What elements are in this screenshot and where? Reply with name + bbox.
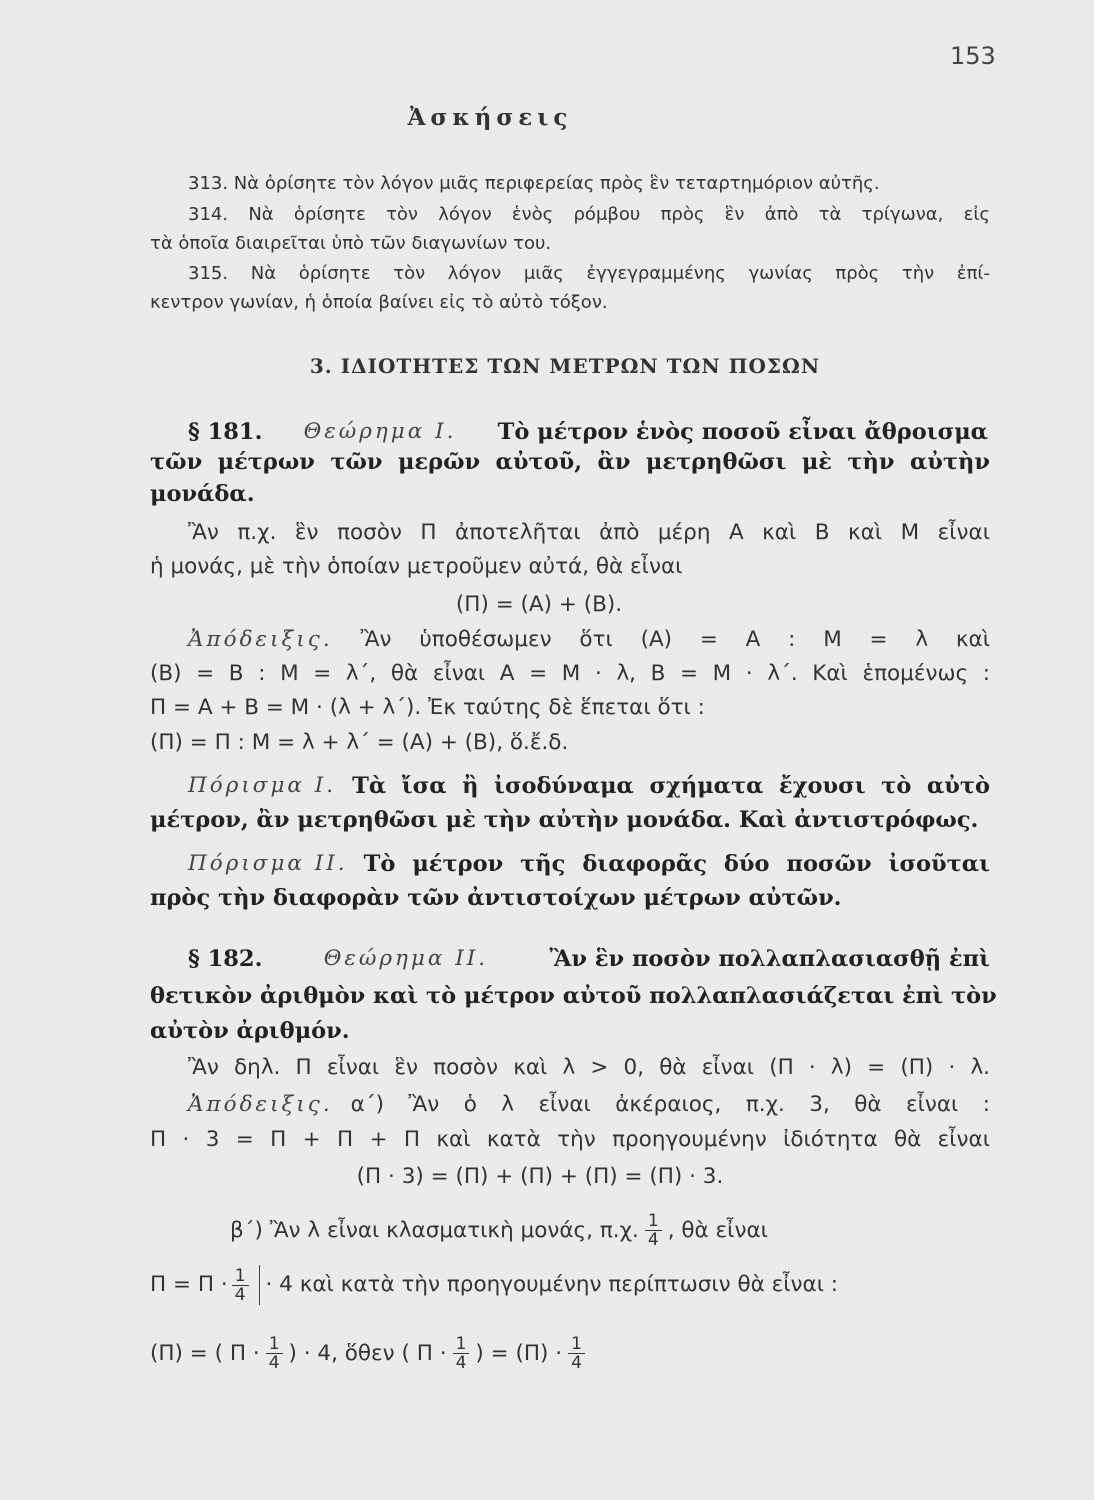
fraction-denominator: 4 (455, 1353, 467, 1373)
theorem-label-181: Θεώρημα I. (303, 419, 457, 444)
proof-181-line1 (188, 626, 990, 654)
fraction-one-quarter (568, 1335, 585, 1372)
theorem-182-statement-start: Ἂν ἓν ποσὸν πολλαπλασιασθῇ ἐπὶ (549, 946, 990, 972)
fraction-denominator: 4 (571, 1353, 582, 1373)
pi-divider (259, 1265, 260, 1305)
corollary-2-line1 (188, 850, 990, 878)
fraction-denominator: 4 (647, 1230, 659, 1250)
beta-text: β΄) Ἂν λ εἶναι κλασματικὴ μονάς, π.χ. (230, 1217, 639, 1243)
exercise-314-line2: τὰ ὁποῖα διαιρεῖται ὑπὸ τῶν διαγωνίων του. (150, 233, 552, 254)
proof-181-line3: Π = Α + Β = Μ · (λ + λ΄). Ἐκ ταύτης δὲ ἕπεται ὅτι : (150, 695, 705, 720)
fraction-numerator: 1 (453, 1335, 470, 1354)
final-text-a: (Π) = ( Π · (150, 1340, 260, 1366)
proof-182-line1 (188, 1091, 990, 1119)
exercise-315-line1: 315. Νὰ ὁρίσητε τὸν λόγον μιᾶς ἐγγεγραμμένης γωνίας πρὸς τὴν ἐπί- (188, 263, 990, 284)
fraction-denominator: 4 (234, 1284, 246, 1305)
section-mark-182: § 182. (188, 946, 263, 972)
proof-181-text1: Ἂν ὑποθέσωμεν ὅτι (Α) = Α : Μ = λ καὶ (360, 627, 990, 652)
proof-182-final-line (150, 1335, 850, 1372)
proof-182-formula: (Π · 3) = (Π) + (Π) + (Π) = (Π) · 3. (356, 1164, 724, 1189)
section-mark-181: § 181. (188, 419, 263, 445)
theorem-181-line2: τῶν μέτρων τῶν μερῶν αὐτοῦ, ἂν μετρηθῶσι μὲ τὴν αὐτὴν (150, 449, 990, 475)
proof-181-line2: (Β) = Β : Μ = λ΄, θὰ εἶναι Α = Μ · λ, Β = Μ · λ΄. Καὶ ἑπομένως : (150, 661, 990, 686)
theorem-181-line1 (188, 418, 988, 446)
beta-end: , θὰ εἶναι (667, 1217, 768, 1243)
theorem-181-statement-start: Τὸ μέτρον ἑνὸς ποσοῦ εἶναι ἄθροισμα (497, 419, 988, 445)
corollary-2-line2: πρὸς τὴν διαφορὰν τῶν ἀντιστοίχων μέτρων αὐτῶν. (150, 885, 842, 911)
example-182: Ἂν δηλ. Π εἶναι ἓν ποσὸν καὶ λ > 0, θὰ εἶναι (Π · λ) = (Π) · λ. (188, 1055, 990, 1080)
theorem-182-line1 (188, 945, 990, 973)
final-text-b: ) · 4, ὅθεν ( Π · (288, 1340, 447, 1366)
exercise-315-line2: κεντρον γωνίαν, ἡ ὁποία βαίνει εἰς τὸ αὐτὸ τόξον. (150, 292, 608, 313)
fraction-one-quarter (232, 1267, 249, 1304)
fraction-numerator: 1 (568, 1335, 585, 1354)
exercise-314-line1: 314. Νὰ ὁρίσητε τὸν λόγον ἑνὸς ρόμβου πρὸς ἓν ἀπὸ τὰ τρίγωνα, εἰς (188, 204, 990, 225)
final-text-c: ) = (Π) · (475, 1340, 563, 1366)
proof-label-182: Ἀπόδειξις. (188, 1092, 333, 1117)
page-number: 153 (950, 42, 996, 70)
proof-182-line-pi (150, 1265, 990, 1305)
proof-182-line2: Π · 3 = Π + Π + Π καὶ κατὰ τὴν προηγουμένην ἰδιότητα θὰ εἶναι (150, 1127, 990, 1152)
fraction-one-quarter (453, 1335, 470, 1372)
theorem-181-line3: μονάδα. (150, 481, 255, 507)
pi-eq-text: Π = Π · (150, 1272, 228, 1297)
proof-182-text1: α΄) Ἂν ὁ λ εἶναι ἀκέραιος, π.χ. 3, θὰ εἶναι : (350, 1092, 990, 1117)
corollary-1-text1: Τὰ ἴσα ἢ ἰσοδύναμα σχήματα ἔχουσι τὸ αὐτὸ (352, 773, 990, 799)
proof-181-line4: (Π) = Π : Μ = λ + λ΄ = (Α) + (Β), ὅ.ἔ.δ. (150, 730, 569, 755)
proof-182-beta-line (230, 1212, 930, 1249)
proof-label-181: Ἀπόδειξις. (188, 627, 333, 652)
fraction-one-quarter (266, 1335, 283, 1372)
corollary-1-line2: μέτρον, ἂν μετρηθῶσι μὲ τὴν αὐτὴν μονάδα. Καὶ ἀντιστρόφως. (150, 807, 979, 833)
fraction-numerator: 1 (232, 1267, 249, 1286)
section-title: 3. ΙΔΙΟΤΗΤΕΣ ΤΩΝ ΜΕΤΡΩΝ ΤΩΝ ΠΟΣΩΝ (309, 354, 821, 378)
corollary-2-text1: Τὸ μέτρον τῆς διαφορᾶς δύο ποσῶν ἰσοῦται (363, 851, 990, 877)
theorem-label-182: Θεώρημα II. (323, 946, 489, 971)
theorem-182-line3: αὐτὸν ἀριθμόν. (150, 1018, 350, 1044)
fraction-one-quarter (645, 1212, 662, 1249)
theorem-182-line2: θετικὸν ἀριθμὸν καὶ τὸ μέτρον αὐτοῦ πολλαπλασιάζεται ἐπὶ τὸν (150, 983, 997, 1009)
exercise-313: 313. Νὰ ὁρίσητε τὸν λόγον μιᾶς περιφερείας πρὸς ἓν τεταρτημόριον αὐτῆς. (188, 173, 880, 194)
fraction-numerator: 1 (266, 1335, 283, 1354)
example-181-line2: ἡ μονάς, μὲ τὴν ὁποίαν μετροῦμεν αὐτά, θὰ εἶναι (150, 554, 683, 579)
corollary-2-label: Πόρισμα II. (188, 851, 348, 876)
corollary-1-line1 (188, 772, 990, 800)
pi-rest-text: · 4 καὶ κατὰ τὴν προηγουμένην περίπτωσιν θὰ εἶναι : (265, 1272, 839, 1297)
formula-181: (Π) = (Α) + (Β). (455, 592, 623, 617)
fraction-numerator: 1 (645, 1212, 662, 1231)
exercises-title: Ἀσκήσεις (407, 104, 573, 131)
example-181-line1: Ἂν π.χ. ἓν ποσὸν Π ἀποτελῆται ἀπὸ μέρη Α καὶ Β καὶ Μ εἶναι (188, 520, 990, 545)
corollary-1-label: Πόρισμα I. (188, 773, 337, 798)
fraction-denominator: 4 (268, 1353, 280, 1373)
